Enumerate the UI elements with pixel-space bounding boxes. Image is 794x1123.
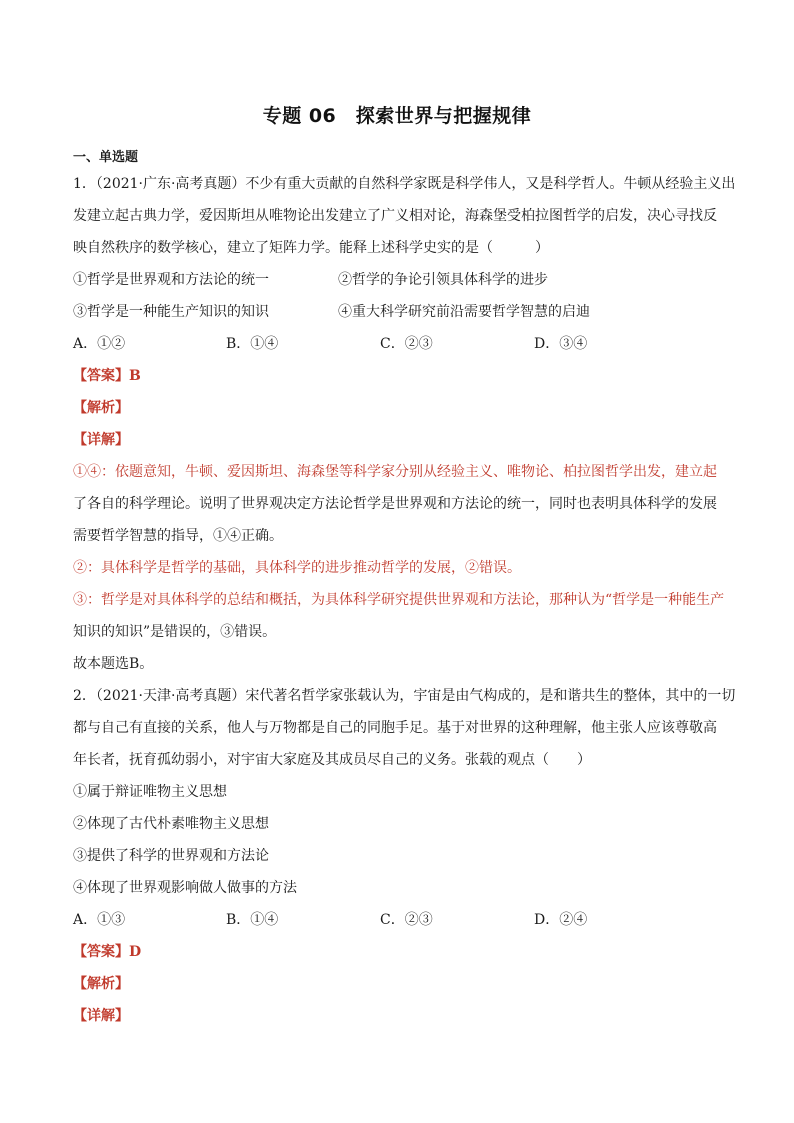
q1-explain-line-5: ③：哲学是对具体科学的总结和概括，为具体科学研究提供世界观和方法论，那种认为“哲学是一种能生产 [73, 592, 725, 608]
q1-stem-line-1: 1．（2021·广东·高考真题）不少有重大贡献的自然科学家既是科学伟人，又是科学哲人。牛顿从经验主义出 [73, 176, 736, 192]
q1-explain-line-4: ②：具体科学是哲学的基础，具体科学的进步推动哲学的发展，②错误。 [73, 560, 521, 576]
q1-explain-line-1: ①④：依题意知，牛顿、爱因斯坦、海森堡等科学家分别从经验主义、唯物论、柏拉图哲学出发，建立起 [73, 464, 717, 480]
q2-answer: 【答案】D [73, 944, 142, 960]
q2-stem-line-3: 年长者，抚育孤幼弱小，对宇宙大家庭及其成员尽自己的义务。张载的观点（ ） [73, 752, 591, 768]
q1-explain-line-6: 知识的知识”是错误的，③错误。 [73, 624, 277, 640]
page-title: 专题 06 探索世界与把握规律 [262, 105, 532, 127]
q2-statement-2: ②体现了古代朴素唯物主义思想 [73, 816, 269, 832]
q2-detail-label: 【详解】 [73, 1008, 129, 1024]
q1-stem-line-2: 发建立起古典力学，爱因斯坦从唯物论出发建立了广义相对论，海森堡受柏拉图哲学的启发，决心寻找反 [73, 208, 717, 224]
q2-statement-3: ③提供了科学的世界观和方法论 [73, 848, 269, 864]
q1-detail-label: 【详解】 [73, 432, 129, 448]
q1-statement-1: ①哲学是世界观和方法论的统一 [73, 272, 269, 288]
section-heading: 一、单选题 [73, 150, 139, 165]
q1-explain-line-2: 了各自的科学理论。说明了世界观决定方法论哲学是世界观和方法论的统一，同时也表明具体科学的发展 [73, 496, 717, 512]
q1-option-c: C．②③ [380, 336, 433, 352]
q2-option-a: A．①③ [73, 912, 126, 928]
q1-option-b: B．①④ [226, 336, 279, 352]
q1-option-d: D．③④ [534, 336, 588, 352]
q1-stem-line-3: 映自然秩序的数学核心，建立了矩阵力学。能释上述科学史实的是（ ） [73, 240, 549, 256]
q1-option-a: A．①② [73, 336, 126, 352]
q1-statement-2: ②哲学的争论引领具体科学的进步 [338, 272, 548, 288]
q1-statement-4: ④重大科学研究前沿需要哲学智慧的启迪 [338, 304, 590, 320]
q2-option-d: D．②④ [534, 912, 588, 928]
q2-option-b: B．①④ [226, 912, 279, 928]
q2-statement-4: ④体现了世界观影响做人做事的方法 [73, 880, 297, 896]
q2-analysis-label: 【解析】 [73, 976, 129, 992]
q1-explain-line-7: 故本题选B。 [73, 656, 154, 672]
q1-analysis-label: 【解析】 [73, 400, 129, 416]
q2-stem-line-1: 2．（2021·天津·高考真题）宋代著名哲学家张载认为，宇宙是由气构成的，是和谐共生的整体，其中的一切 [73, 688, 736, 704]
q2-stem-line-2: 都与自己有直接的关系，他人与万物都是自己的同胞手足。基于对世界的这种理解，他主张人应该尊敬高 [73, 720, 717, 736]
q1-answer: 【答案】B [73, 368, 141, 384]
q1-explain-line-3: 需要哲学智慧的指导，①④正确。 [73, 528, 283, 544]
q2-option-c: C．②③ [380, 912, 433, 928]
q2-statement-1: ①属于辩证唯物主义思想 [73, 784, 227, 800]
q1-statement-3: ③哲学是一种能生产知识的知识 [73, 304, 269, 320]
